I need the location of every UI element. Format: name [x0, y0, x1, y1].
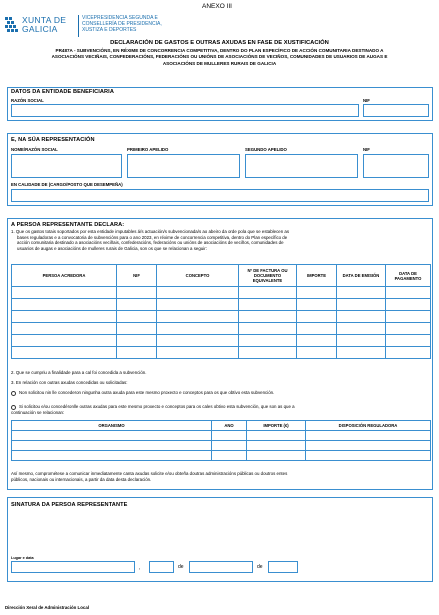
- table-cell[interactable]: [239, 299, 297, 311]
- representative-nif-label: NIF: [363, 147, 370, 152]
- header-aid-importe: IMPORTE (€): [247, 421, 306, 431]
- beneficiary-nif-label: NIF: [363, 98, 370, 103]
- table-cell[interactable]: [12, 441, 212, 451]
- day-field[interactable]: [149, 561, 174, 573]
- xunta-logo-text: XUNTA DE GALICIA: [22, 15, 67, 34]
- vice-line: XUSTIZA E DEPORTES: [82, 27, 137, 34]
- footer-text: Dirección Xeral de Administración Local: [5, 605, 90, 610]
- place-field[interactable]: [11, 561, 135, 573]
- declaration-closing: [11, 471, 431, 482]
- de-separator-1: de: [178, 564, 184, 570]
- table-cell[interactable]: [12, 451, 212, 461]
- segundo-apelido-field[interactable]: [245, 154, 358, 178]
- segundo-apelido-label: SEGUNDO APELIDO: [245, 147, 287, 152]
- comma-separator: ,: [139, 565, 141, 571]
- table-cell[interactable]: [337, 287, 386, 299]
- header-importe: IMPORTE: [297, 265, 337, 287]
- table-row: [12, 441, 431, 451]
- header-concepto: CONCEPTO: [157, 265, 239, 287]
- header-factura: Nº DE FACTURA OU DOCUMENTO EQUIVALENTE: [239, 265, 297, 287]
- header-disposicion: DISPOSICIÓN REGULADORA: [306, 421, 431, 431]
- table-row: [12, 431, 431, 441]
- table-cell[interactable]: [157, 323, 239, 335]
- option2-line: continuación se relacionan:: [11, 409, 65, 415]
- vice-divider: [78, 15, 79, 37]
- table-cell[interactable]: [12, 311, 117, 323]
- section-beneficiary-title: DATOS DA ENTIDADE BENEFICIARIA: [11, 89, 114, 95]
- table-row: [12, 347, 431, 359]
- table-cell[interactable]: [239, 311, 297, 323]
- subtitle-line: ASOCIACIÓNS DE MULLERES RURAIS DE GALICIA: [162, 60, 277, 66]
- table-cell[interactable]: [212, 441, 247, 451]
- table-cell[interactable]: [306, 441, 431, 451]
- table-cell[interactable]: [157, 287, 239, 299]
- expenses-body: [12, 287, 431, 359]
- table-cell[interactable]: [117, 287, 157, 299]
- section-signature-title: SINATURA DA PERSOA REPRESENTANTE: [11, 502, 128, 508]
- vice-line: CONSELLERÍA DE PRESIDENCIA,: [82, 21, 162, 28]
- table-cell[interactable]: [239, 335, 297, 347]
- table-cell[interactable]: [386, 299, 431, 311]
- table-cell[interactable]: [297, 311, 337, 323]
- de-separator-2: de: [257, 564, 263, 570]
- table-cell[interactable]: [117, 311, 157, 323]
- procedure-subtitle: [4, 48, 435, 67]
- table-cell[interactable]: [12, 299, 117, 311]
- xunta-logo: [5, 14, 79, 37]
- table-cell[interactable]: [386, 323, 431, 335]
- table-cell[interactable]: [239, 347, 297, 359]
- annex-label: ANEXO III: [202, 3, 232, 10]
- vice-line: VICEPRESIDENCIA SEGUNDA E: [82, 15, 158, 21]
- table-cell[interactable]: [12, 431, 212, 441]
- primeiro-apelido-field[interactable]: [127, 154, 240, 178]
- table-row: [12, 299, 431, 311]
- document-title: DECLARACIÓN DE GASTOS E OUTRAS AXUDAS EN FASE DE XUSTIFICACIÓN: [110, 40, 329, 46]
- option2-line: Si solicitou e/ou concedéronlle outras axudas para este mesmo proxecto e conceptos para os cales obtivo esta subvención, que son as que a: [19, 404, 295, 409]
- table-cell[interactable]: [337, 323, 386, 335]
- place-date-label: Lugar e data: [11, 556, 34, 560]
- table-row: [12, 311, 431, 323]
- item1-line: usuarios de augas e asociacións de mulleres rurais de Galicia, son os que se relacionan a seguir:: [17, 245, 207, 251]
- table-row: [12, 335, 431, 347]
- table-cell[interactable]: [12, 287, 117, 299]
- table-cell[interactable]: [117, 323, 157, 335]
- option-other-aid-label: [11, 404, 429, 415]
- xunta-emblem-icon: [5, 17, 19, 33]
- declaration-item-1: [11, 229, 431, 251]
- table-cell[interactable]: [297, 347, 337, 359]
- table-cell[interactable]: [12, 335, 117, 347]
- nome-label: NOME/RAZÓN SOCIAL: [11, 147, 58, 152]
- subtitle-line: ASOCIACIÓNS VECIÑAIS, CONFEDERACIÓNS, FEDERACIÓNS OU UNIÓNS DE ASOCIACIÓNS DE VECIÑOS, COMUNIDADES DE USUARIOS DE AUGAS E: [51, 54, 388, 60]
- table-cell[interactable]: [386, 335, 431, 347]
- subtitle-line: PR487A - SUBVENCIÓNS, EN RÉXIME DE CONCORRENCIA COMPETITIVA, DENTRO DO PLAN ESPECÍFICO DE ACCIÓN COMUNITARIA DESTINADO A: [55, 48, 384, 53]
- table-cell[interactable]: [117, 347, 157, 359]
- table-cell[interactable]: [297, 335, 337, 347]
- table-cell[interactable]: [386, 311, 431, 323]
- table-cell[interactable]: [297, 287, 337, 299]
- table-cell[interactable]: [306, 451, 431, 461]
- table-cell[interactable]: [12, 347, 117, 359]
- table-cell[interactable]: [12, 323, 117, 335]
- vice-block: [82, 15, 162, 34]
- representative-nif-field[interactable]: [363, 154, 429, 178]
- table-cell[interactable]: [247, 441, 306, 451]
- other-aid-table: [11, 420, 431, 461]
- table-cell[interactable]: [157, 311, 239, 323]
- declaration-item-2: 2. Que se cumpriu a finalidade para a cal foi concedida a subvención.: [11, 370, 147, 375]
- table-cell[interactable]: [337, 299, 386, 311]
- beneficiary-nif-field[interactable]: [363, 104, 429, 117]
- calidade-label: EN CALIDADE DE (CARGO/POSTO QUE DESEMPEÑA): [11, 182, 123, 187]
- year-field[interactable]: [268, 561, 298, 573]
- table-cell[interactable]: [212, 451, 247, 461]
- table-cell[interactable]: [386, 347, 431, 359]
- table-cell[interactable]: [337, 335, 386, 347]
- table-cell[interactable]: [117, 299, 157, 311]
- header-organismo: ORGANISMO: [12, 421, 212, 431]
- razon-social-field[interactable]: [11, 104, 359, 117]
- table-cell[interactable]: [157, 347, 239, 359]
- section-representative-title: E, NA SÚA REPRESENTACIÓN: [11, 137, 95, 143]
- table-cell[interactable]: [297, 299, 337, 311]
- table-cell[interactable]: [117, 335, 157, 347]
- table-cell[interactable]: [239, 287, 297, 299]
- table-cell[interactable]: [247, 451, 306, 461]
- table-cell[interactable]: [306, 431, 431, 441]
- table-cell[interactable]: [239, 323, 297, 335]
- option-no-other-aid-radio[interactable]: [11, 391, 16, 396]
- item1-line: acción comunitaria destinado a asociacións veciñais, confederacións, federacións ou unións de asociacións de veciños, comunidades de: [17, 240, 284, 246]
- header-ano: ANO: [212, 421, 247, 431]
- table-cell[interactable]: [247, 431, 306, 441]
- table-cell[interactable]: [297, 323, 337, 335]
- primeiro-apelido-label: PRIMEIRO APELIDO: [127, 147, 169, 152]
- table-cell[interactable]: [157, 335, 239, 347]
- calidade-field[interactable]: [11, 189, 429, 202]
- table-cell[interactable]: [337, 347, 386, 359]
- table-cell[interactable]: [337, 311, 386, 323]
- option-no-other-aid-label: Non solicitou nin lle concederon ningunha outra axuda para este mesmo proxecto e conceptos para os que obtivo esta subvención.: [19, 390, 275, 395]
- item1-line: 1. Que os gastos totais soportados por esta entidade imputables á/s actuación/s subvencionada/s ao abeiro da orde pola que se establecen as: [11, 229, 290, 234]
- header-nif: NIF: [117, 265, 157, 287]
- expenses-table: [11, 264, 431, 359]
- table-cell[interactable]: [212, 431, 247, 441]
- section-declaration-title: A PERSOA REPRESENTANTE DECLARA:: [11, 222, 125, 228]
- closing-line: públicos, nacionais ou internacionais, a partir da data desta declaración.: [11, 476, 152, 482]
- header-data-pagamento: DATA DE PAGAMENTO: [386, 265, 431, 287]
- razon-social-label: RAZÓN SOCIAL: [11, 98, 44, 103]
- table-cell[interactable]: [157, 299, 239, 311]
- table-row: [12, 323, 431, 335]
- declaration-item-3: 3. En relación con outras axudas concedidas ou solicitadas:: [11, 380, 128, 385]
- item1-line: bases reguladoras e a convocatoria de subvencións para o ano 2023, en réxime de concorrencia competitiva, dentro do Plan específico de: [17, 234, 288, 240]
- table-row: [12, 451, 431, 461]
- nome-field[interactable]: [11, 154, 122, 178]
- month-field[interactable]: [189, 561, 253, 573]
- header-persoa-acredora: PERSOA ACREDORA: [12, 265, 117, 287]
- table-cell[interactable]: [386, 287, 431, 299]
- table-row: [12, 287, 431, 299]
- header-data-emision: DATA DE EMISIÓN: [337, 265, 386, 287]
- other-aid-body: [12, 431, 431, 461]
- closing-line: Así mesmo, comprométese a comunicar inmediatamente canta axudas solicite e/ou obteña doutras administracións públicas ou doutros entes: [11, 471, 288, 476]
